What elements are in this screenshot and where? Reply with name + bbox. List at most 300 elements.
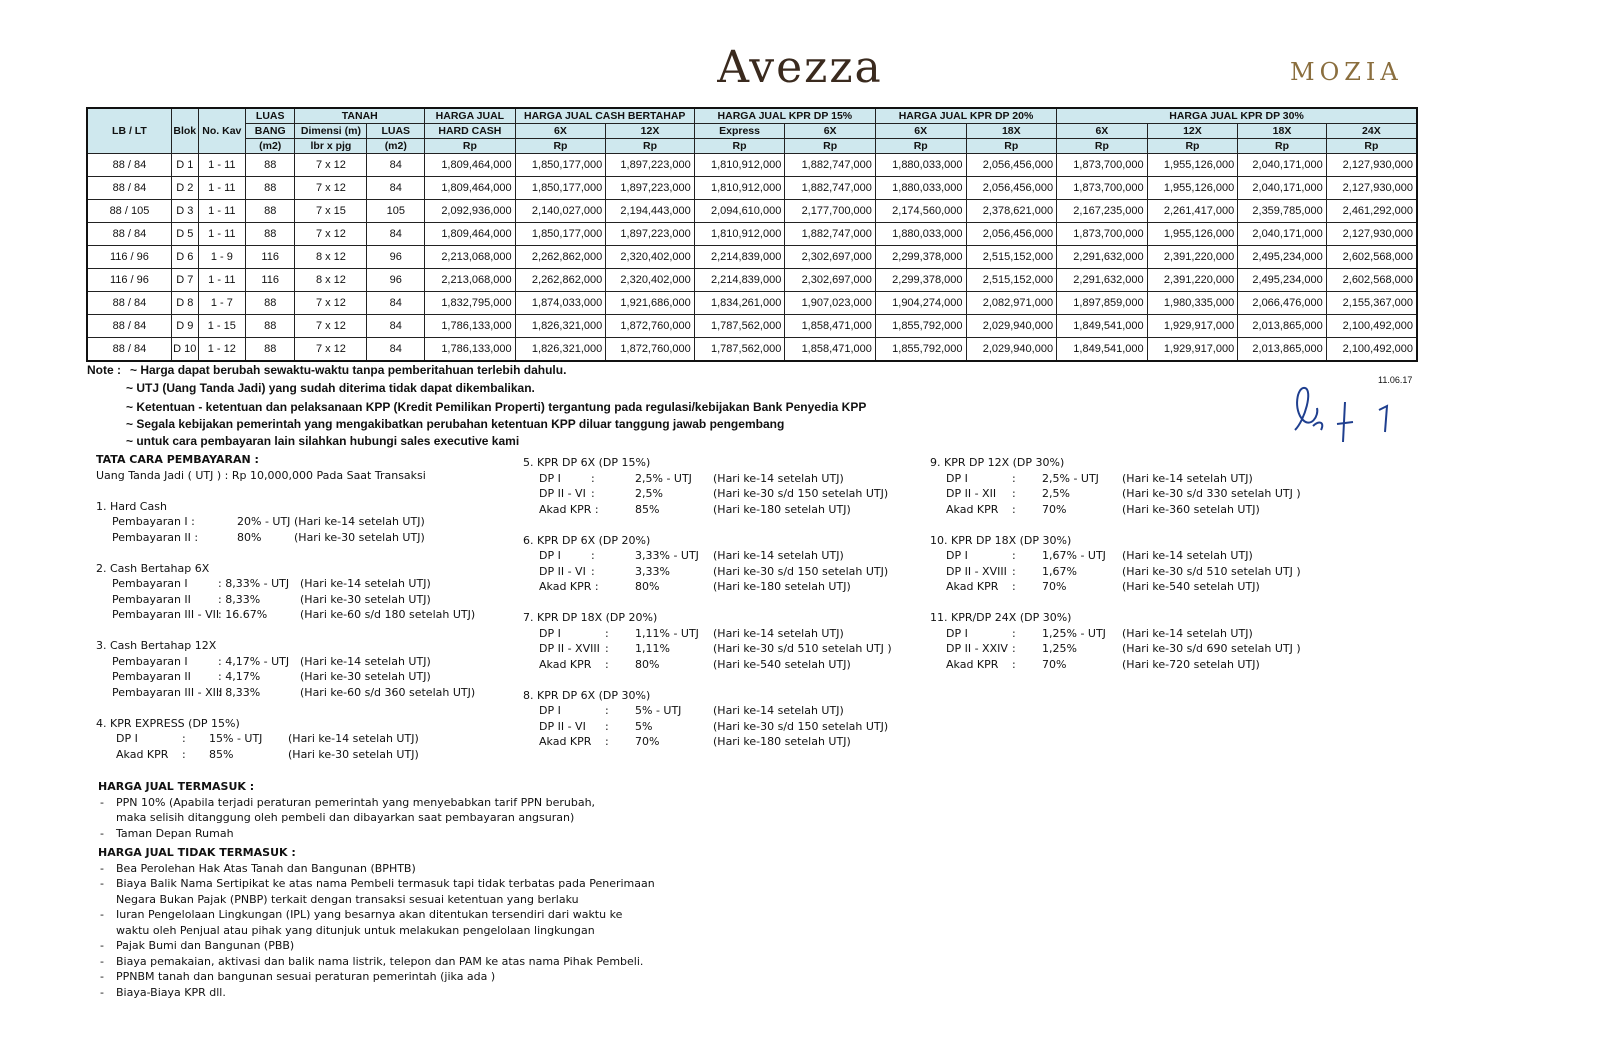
table-cell: 2,174,560,000 (875, 200, 966, 223)
table-cell: 2,214,839,000 (694, 269, 785, 292)
table-cell: 2,100,492,000 (1326, 315, 1417, 338)
row-label: DP I (539, 471, 561, 485)
section-title: 10. KPR DP 18X (DP 30%) (930, 533, 1072, 547)
table-cell: 88 / 84 (87, 338, 171, 362)
col-subheader: BANG (246, 124, 295, 139)
included-item: - PPN 10% (Apabila terjadi peraturan pemerintah yang menyebabkan tarif PPN berubah, (98, 795, 658, 811)
table-cell: 1,810,912,000 (694, 177, 785, 200)
row-value: 20% - UTJ (237, 515, 291, 528)
row-note: (Hari ke-60 s/d 360 setelah UTJ) (300, 685, 476, 699)
col-subheader: 24X (1326, 124, 1417, 139)
row-label: Pembayaran III - XIII (112, 685, 223, 699)
table-cell: 7 x 12 (295, 177, 367, 200)
row-value: 2,5% - UTJ (635, 471, 692, 485)
table-cell: 2,291,632,000 (1057, 246, 1148, 269)
table-cell: 2,140,027,000 (515, 200, 606, 223)
col-subheader: 6X (1057, 124, 1148, 139)
row-note: (Hari ke-14 setelah UTJ) (1122, 471, 1253, 485)
row-sep: : (1012, 626, 1016, 640)
table-row (87, 154, 1417, 177)
row-label: Akad KPR (539, 657, 592, 671)
table-row (87, 177, 1417, 200)
row-value: : 8,33% (218, 685, 261, 699)
row-value: 80% (635, 657, 660, 671)
row-sep: : (1012, 657, 1016, 671)
row-value: 2,5% (635, 487, 663, 500)
row-label: Akad KPR : (539, 580, 599, 593)
table-cell: 116 (246, 269, 295, 292)
row-value: 1,25% - UTJ (1042, 626, 1106, 640)
col-subheader: LUAS (367, 124, 425, 139)
table-cell: 88 (246, 292, 295, 315)
payment-column-1 (96, 452, 516, 762)
col-subheader: 18X (966, 124, 1057, 139)
table-cell: 1,921,686,000 (606, 292, 695, 315)
table-cell: 2,029,940,000 (966, 315, 1057, 338)
table-row (87, 269, 1417, 292)
table-cell: 1,809,464,000 (425, 177, 516, 200)
row-value: 85% (209, 747, 234, 761)
col-header-harga-jual: HARGA JUAL (425, 108, 516, 124)
table-row (87, 315, 1417, 338)
row-note: (Hari ke-30 setelah UTJ) (300, 670, 431, 683)
section-title: 7. KPR DP 18X (DP 20%) (523, 611, 658, 624)
table-cell: 1,929,917,000 (1147, 338, 1238, 362)
table-cell: 2,602,568,000 (1326, 269, 1417, 292)
table-cell: 1,904,274,000 (875, 292, 966, 315)
table-cell: 2,082,971,000 (966, 292, 1057, 315)
table-cell: 116 / 96 (87, 269, 171, 292)
row-note: (Hari ke-30 s/d 150 setelah UTJ) (713, 487, 889, 500)
row-note: (Hari ke-14 setelah UTJ) (713, 549, 844, 562)
table-cell: 2,261,417,000 (1147, 200, 1238, 223)
table-cell: 84 (367, 177, 425, 200)
col-unit: Rp (1238, 139, 1327, 154)
note-date: 11.06.17 (1378, 375, 1413, 385)
row-value: 85% (635, 502, 660, 516)
table-cell: 1,897,223,000 (606, 154, 695, 177)
table-cell: 1,858,471,000 (785, 338, 876, 362)
table-cell: 1,810,912,000 (694, 223, 785, 246)
table-cell: D 1 (171, 154, 198, 177)
table-cell: D 7 (171, 269, 198, 292)
row-label: DP I (946, 549, 968, 562)
col-subheader: 12X (606, 124, 695, 139)
row-sep: : (1012, 471, 1016, 485)
row-label: Akad KPR (539, 735, 592, 748)
row-note: (Hari ke-30 setelah UTJ) (288, 747, 419, 761)
section-title: 6. KPR DP 6X (DP 20%) (523, 533, 651, 547)
row-label: Pembayaran II (112, 670, 191, 683)
table-cell: 96 (367, 269, 425, 292)
row-value: : 16.67% (218, 608, 268, 621)
table-cell: 2,495,234,000 (1238, 269, 1327, 292)
table-cell: 105 (367, 200, 425, 223)
table-cell: 1 - 11 (198, 269, 245, 292)
row-note: (Hari ke-30 s/d 690 setelah UTJ ) (1122, 642, 1301, 655)
col-subheader: HARD CASH (425, 124, 516, 139)
col-header-cash-bertahap: HARGA JUAL CASH BERTAHAP (515, 108, 694, 124)
row-note: (Hari ke-14 setelah UTJ) (713, 626, 844, 640)
table-cell: 88 (246, 200, 295, 223)
row-note: (Hari ke-14 setelah UTJ) (300, 654, 431, 668)
table-row (87, 338, 1417, 362)
table-cell: 2,291,632,000 (1057, 269, 1148, 292)
excluded-item: - Biaya Balik Nama Sertipikat ke atas nama Pembeli termasuk tapi tidak terbatas pada Penerimaan (98, 876, 718, 892)
table-cell: 2,391,220,000 (1147, 246, 1238, 269)
row-note: (Hari ke-14 setelah UTJ) (1122, 626, 1253, 640)
table-cell: 1,955,126,000 (1147, 154, 1238, 177)
row-sep: : (605, 735, 609, 748)
document-title: Avezza (717, 42, 883, 93)
table-body (87, 154, 1417, 362)
col-unit: (m2) (367, 139, 425, 154)
table-cell: 1,872,760,000 (606, 315, 695, 338)
table-cell: 1,826,321,000 (515, 338, 606, 362)
col-header-nokav: No. Kav (198, 108, 245, 154)
col-unit: Rp (515, 139, 606, 154)
row-value: 1,11% - UTJ (635, 626, 699, 640)
table-cell: 1,873,700,000 (1057, 223, 1148, 246)
table-cell: 88 (246, 177, 295, 200)
note-item: ~ Harga dapat berubah sewaktu-waktu tanpa pemberitahuan terlebih dahulu. (130, 363, 567, 377)
brand-logo (1290, 58, 1403, 86)
row-sep: : (591, 564, 595, 578)
row-value: 3,33% (635, 564, 670, 578)
table-cell: 1,786,133,000 (425, 338, 516, 362)
row-label: Pembayaran I (112, 654, 188, 668)
row-note: (Hari ke-180 setelah UTJ) (713, 580, 851, 593)
col-subheader: 18X (1238, 124, 1327, 139)
row-label: DP II - XXIV (946, 642, 1008, 655)
table-row (87, 200, 1417, 223)
table-cell: 2,029,940,000 (966, 338, 1057, 362)
table-cell: 1 - 11 (198, 154, 245, 177)
row-note: (Hari ke-180 setelah UTJ) (713, 502, 851, 516)
table-cell: 2,302,697,000 (785, 269, 876, 292)
col-unit: Rp (1057, 139, 1148, 154)
table-cell: 88 / 84 (87, 315, 171, 338)
table-cell: 84 (367, 292, 425, 315)
table-cell: 7 x 12 (295, 223, 367, 246)
table-cell: 1,850,177,000 (515, 177, 606, 200)
table-row (87, 223, 1417, 246)
table-cell: 1,849,541,000 (1057, 338, 1148, 362)
table-cell: 7 x 15 (295, 200, 367, 223)
row-note: (Hari ke-720 setelah UTJ) (1122, 657, 1260, 671)
row-sep: : (1012, 642, 1016, 655)
row-value: 80% (237, 530, 262, 544)
row-label: DP II - VI (539, 564, 586, 578)
table-cell: 2,515,152,000 (966, 246, 1057, 269)
table-cell: 2,262,862,000 (515, 246, 606, 269)
col-unit: Rp (606, 139, 695, 154)
table-row (87, 246, 1417, 269)
table-cell: 1,787,562,000 (694, 315, 785, 338)
row-value: 5% (635, 719, 653, 733)
row-sep: : (182, 732, 186, 745)
table-cell: 88 (246, 315, 295, 338)
col-header-kpr-dp15: HARGA JUAL KPR DP 15% (694, 108, 875, 124)
table-cell: 2,515,152,000 (966, 269, 1057, 292)
table-cell: 1,882,747,000 (785, 154, 876, 177)
section-title: 1. Hard Cash (96, 499, 167, 513)
row-value: 70% (1042, 657, 1067, 671)
row-note: (Hari ke-30 s/d 510 setelah UTJ ) (713, 642, 892, 655)
row-value: 80% (635, 580, 660, 593)
table-cell: 1,850,177,000 (515, 223, 606, 246)
table-cell: 84 (367, 338, 425, 362)
col-header-kpr-dp30: HARGA JUAL KPR DP 30% (1057, 108, 1417, 124)
row-value: 70% (635, 735, 660, 748)
row-label: DP I (116, 732, 138, 745)
table-cell: 84 (367, 315, 425, 338)
table-cell: 1,858,471,000 (785, 315, 876, 338)
table-cell: D 10 (171, 338, 198, 362)
table-cell: 116 / 96 (87, 246, 171, 269)
table-cell: 1,832,795,000 (425, 292, 516, 315)
table-cell: 84 (367, 223, 425, 246)
row-note: (Hari ke-360 setelah UTJ) (1122, 502, 1260, 516)
excluded-item: - Biaya pemakaian, aktivasi dan balik nama listrik, telepon dan PAM ke atas nama Pihak Pembeli. (98, 954, 718, 970)
row-note: (Hari ke-14 setelah UTJ) (713, 471, 844, 485)
section-title: 11. KPR/DP 24X (DP 30%) (930, 611, 1072, 624)
row-sep: : (605, 719, 609, 733)
section-title: 5. KPR DP 6X (DP 15%) (523, 456, 651, 469)
table-cell: 1,809,464,000 (425, 223, 516, 246)
row-label: DP II - VI (539, 487, 586, 500)
table-cell: 2,013,865,000 (1238, 338, 1327, 362)
table-cell: 2,040,171,000 (1238, 154, 1327, 177)
table-cell: D 9 (171, 315, 198, 338)
table-cell: 2,100,492,000 (1326, 338, 1417, 362)
table-cell: 96 (367, 246, 425, 269)
table-cell: 1,955,126,000 (1147, 223, 1238, 246)
payment-title: TATA CARA PEMBAYARAN : (96, 453, 259, 466)
table-cell: 2,094,610,000 (694, 200, 785, 223)
col-unit: (m2) (246, 139, 295, 154)
row-sep: : (1012, 487, 1016, 500)
row-sep: : (1012, 564, 1016, 578)
table-cell: 1 - 11 (198, 200, 245, 223)
row-value: : 8,33% (218, 592, 261, 606)
table-cell: 1,873,700,000 (1057, 177, 1148, 200)
included-item-cont: maka selisih ditanggung oleh pembeli dan dibayarkan saat pembayaran angsuran) (116, 811, 575, 824)
table-cell: 2,214,839,000 (694, 246, 785, 269)
row-sep: : (605, 657, 609, 671)
row-note: (Hari ke-60 s/d 180 setelah UTJ) (300, 608, 476, 621)
included-item: - Taman Depan Rumah (98, 826, 658, 842)
row-label: DP II - VI (539, 719, 586, 733)
row-value: 1,25% (1042, 642, 1077, 655)
table-cell: 88 / 84 (87, 154, 171, 177)
section-title: 2. Cash Bertahap 6X (96, 561, 210, 575)
table-cell: 1 - 12 (198, 338, 245, 362)
row-label: Akad KPR (946, 580, 999, 593)
col-header-blok: Blok (171, 108, 198, 154)
note-item: ~ Segala kebijakan pemerintah yang mengakibatkan perubahan ketentuan KPP diluar tanggung jawab pengembang (126, 417, 785, 431)
col-unit: Rp (875, 139, 966, 154)
table-cell: 1,849,541,000 (1057, 315, 1148, 338)
table-cell: 2,056,456,000 (966, 154, 1057, 177)
table-cell: 1,834,261,000 (694, 292, 785, 315)
table-cell: 1,882,747,000 (785, 177, 876, 200)
table-cell: 84 (367, 154, 425, 177)
section-title: 8. KPR DP 6X (DP 30%) (523, 688, 651, 702)
header-row-3 (87, 139, 1417, 154)
table-cell: 1,980,335,000 (1147, 292, 1238, 315)
row-label: Pembayaran I (112, 577, 188, 590)
table-cell: D 6 (171, 246, 198, 269)
table-cell: 1,787,562,000 (694, 338, 785, 362)
excluded-item: - Biaya-Biaya KPR dll. (98, 985, 718, 1001)
col-unit: Rp (966, 139, 1057, 154)
header-row-2 (87, 124, 1417, 139)
row-label: Akad KPR (116, 747, 169, 761)
table-cell: 1 - 11 (198, 223, 245, 246)
table-cell: 2,262,862,000 (515, 269, 606, 292)
row-value: 5% - UTJ (635, 704, 682, 717)
table-cell: 8 x 12 (295, 269, 367, 292)
table-cell: 88 (246, 223, 295, 246)
table-cell: 7 x 12 (295, 154, 367, 177)
row-label: Pembayaran I : (112, 515, 195, 528)
note-label: Note : (87, 363, 121, 377)
table-cell: D 3 (171, 200, 198, 223)
row-label: Akad KPR : (539, 502, 599, 516)
row-sep: : (1012, 502, 1016, 516)
table-cell: 2,040,171,000 (1238, 223, 1327, 246)
table-cell: 1,880,033,000 (875, 154, 966, 177)
row-value: 1,11% (635, 642, 670, 655)
table-cell: 2,213,068,000 (425, 246, 516, 269)
row-value: 2,5% - UTJ (1042, 471, 1099, 485)
table-cell: 88 (246, 154, 295, 177)
row-note: (Hari ke-14 setelah UTJ) (294, 515, 425, 528)
table-cell: 2,302,697,000 (785, 246, 876, 269)
table-cell: 2,461,292,000 (1326, 200, 1417, 223)
table-cell: 2,066,476,000 (1238, 292, 1327, 315)
row-sep: : (605, 704, 609, 717)
table-cell: 1,897,223,000 (606, 177, 695, 200)
table-cell: 1,855,792,000 (875, 338, 966, 362)
table-cell: 1,955,126,000 (1147, 177, 1238, 200)
table-row (87, 292, 1417, 315)
table-cell: 2,155,367,000 (1326, 292, 1417, 315)
table-cell: 7 x 12 (295, 315, 367, 338)
col-unit: Rp (1326, 139, 1417, 154)
row-note: (Hari ke-180 setelah UTJ) (713, 735, 851, 748)
table-cell: 2,127,930,000 (1326, 154, 1417, 177)
table-cell: 2,602,568,000 (1326, 246, 1417, 269)
col-unit: lbr x pjg (295, 139, 367, 154)
table-cell: D 5 (171, 223, 198, 246)
col-unit: Rp (425, 139, 516, 154)
table-cell: 1,882,747,000 (785, 223, 876, 246)
table-cell: 7 x 12 (295, 338, 367, 362)
col-subheader: Express (694, 124, 785, 139)
col-header-tanah: TANAH (295, 108, 425, 124)
table-cell: 1,929,917,000 (1147, 315, 1238, 338)
table-cell: 2,391,220,000 (1147, 269, 1238, 292)
col-unit: Rp (785, 139, 876, 154)
row-label: Pembayaran II : (112, 530, 199, 544)
table-cell: 1,810,912,000 (694, 154, 785, 177)
table-cell: 2,194,443,000 (606, 200, 695, 223)
row-note: (Hari ke-30 s/d 150 setelah UTJ) (713, 719, 889, 733)
table-cell: 2,378,621,000 (966, 200, 1057, 223)
row-sep: : (591, 471, 595, 485)
table-cell: 1 - 15 (198, 315, 245, 338)
table-cell: 2,495,234,000 (1238, 246, 1327, 269)
row-sep: : (1012, 549, 1016, 562)
row-note: (Hari ke-30 setelah UTJ) (300, 592, 431, 606)
table-cell: 2,056,456,000 (966, 177, 1057, 200)
table-cell: 1 - 11 (198, 177, 245, 200)
table-cell: 88 / 84 (87, 177, 171, 200)
table-cell: 2,299,378,000 (875, 246, 966, 269)
table-cell: D 2 (171, 177, 198, 200)
payment-column-2 (523, 455, 923, 750)
row-note: (Hari ke-30 s/d 330 setelah UTJ ) (1122, 487, 1301, 500)
row-sep: : (1012, 580, 1016, 593)
table-cell: 1,897,859,000 (1057, 292, 1148, 315)
row-note: (Hari ke-14 setelah UTJ) (713, 704, 844, 717)
note-item: ~ UTJ (Uang Tanda Jadi) yang sudah diterima tidak dapat dikembalikan. (126, 381, 535, 395)
row-note: (Hari ke-14 setelah UTJ) (300, 577, 431, 590)
payment-column-3 (930, 455, 1350, 672)
table-cell: 116 (246, 246, 295, 269)
row-note: (Hari ke-30 s/d 510 setelah UTJ ) (1122, 564, 1301, 578)
row-label: DP I (539, 626, 561, 640)
col-unit: Rp (1147, 139, 1238, 154)
row-label: DP I (946, 471, 968, 485)
note-item: ~ untuk cara pembayaran lain silahkan hubungi sales executive kami (126, 434, 520, 448)
row-sep: : (182, 747, 186, 761)
table-header (87, 108, 1417, 154)
row-value: 2,5% (1042, 487, 1070, 500)
row-note: (Hari ke-14 setelah UTJ) (1122, 549, 1253, 562)
row-value: 70% (1042, 580, 1067, 593)
row-sep: : (605, 626, 609, 640)
row-label: DP II - XVIII (946, 564, 1007, 578)
table-cell: 1,897,223,000 (606, 223, 695, 246)
row-value: 3,33% - UTJ (635, 549, 699, 562)
col-subheader: Dimensi (m) (295, 124, 367, 139)
col-subheader: 6X (515, 124, 606, 139)
table-cell: 1,880,033,000 (875, 223, 966, 246)
table-cell: 8 x 12 (295, 246, 367, 269)
table-cell: 2,359,785,000 (1238, 200, 1327, 223)
row-note: (Hari ke-30 setelah UTJ) (294, 530, 425, 544)
excluded-title: HARGA JUAL TIDAK TERMASUK : (98, 846, 296, 859)
row-label: Pembayaran II (112, 592, 191, 606)
row-label: DP II - XVIII (539, 642, 600, 655)
row-label: Pembayaran III - VII (112, 608, 220, 621)
table-cell: 88 / 105 (87, 200, 171, 223)
price-table (86, 107, 1418, 362)
table-cell: 1,880,033,000 (875, 177, 966, 200)
row-label: DP II - XII (946, 487, 997, 500)
col-subheader: 6X (785, 124, 876, 139)
table-cell: 1,850,177,000 (515, 154, 606, 177)
row-value: : 4,17% - UTJ (218, 654, 290, 668)
table-cell: 2,127,930,000 (1326, 223, 1417, 246)
table-cell: 1,809,464,000 (425, 154, 516, 177)
row-label: Akad KPR (946, 502, 999, 516)
row-sep: : (605, 642, 609, 655)
row-note: (Hari ke-14 setelah UTJ) (288, 732, 419, 745)
